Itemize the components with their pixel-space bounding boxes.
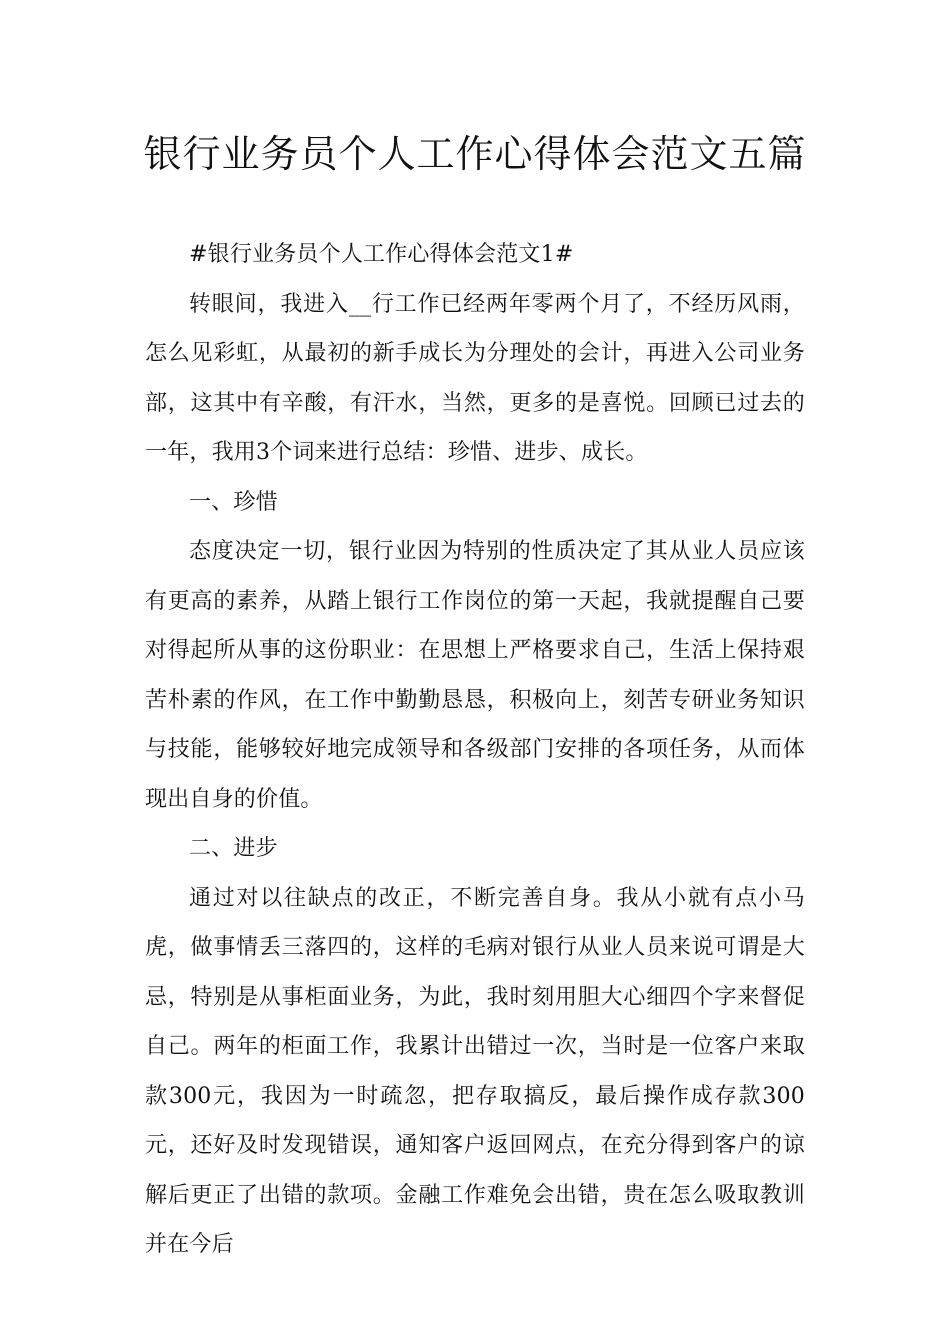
paragraph: 态度决定一切，银行业因为特别的性质决定了其从业人员应该有更高的素养，从踏上银行工作岗位的第一天起，我就提醒自己要对得起所从事的这份职业：在思想上严格要求自己，生活上保持艰苦朴素的作风，在工作中勤勤恳恳，积极向上，刻苦专研业务知识与技能，能够较好地完成领导和各级部门安排的各项任务，从而体现出自身的价值。 bbox=[145, 539, 805, 812]
paragraph: 转眼间，我进入__行工作已经两年零两个月了，不经历风雨，怎么见彩虹，从最初的新手成长为分理处的会计，再进入公司业务部，这其中有辛酸，有汗水，当然，更多的是喜悦。回顾已过去的一年，我用3个词来进行总结：珍惜、进步、成长。 bbox=[145, 291, 805, 465]
section-heading: 一、珍惜 bbox=[189, 489, 278, 515]
document-body bbox=[145, 230, 805, 1270]
paragraph: 通过对以往缺点的改正，不断完善自身。我从小就有点小马虎，做事情丢三落四的，这样的毛病对银行从业人员来说可谓是大忌，特别是从事柜面业务，为此，我时刻用胆大心细四个字来督促自己。两年的柜面工作，我累计出错过一次，当时是一位客户来取款300元，我因为一时疏忽，把存取搞反，最后操作成存款300元，还好及时发现错误，通知客户返回网点，在充分得到客户的谅解后更正了出错的款项。金融工作难免会出错，贵在怎么吸取教训并在今后 bbox=[145, 885, 805, 1257]
section-heading: 二、进步 bbox=[189, 836, 278, 861]
document-title: 银行业务员个人工作心得体会范文五篇 bbox=[143, 132, 807, 176]
section-marker: #银行业务员个人工作心得体会范文1# bbox=[189, 242, 574, 267]
